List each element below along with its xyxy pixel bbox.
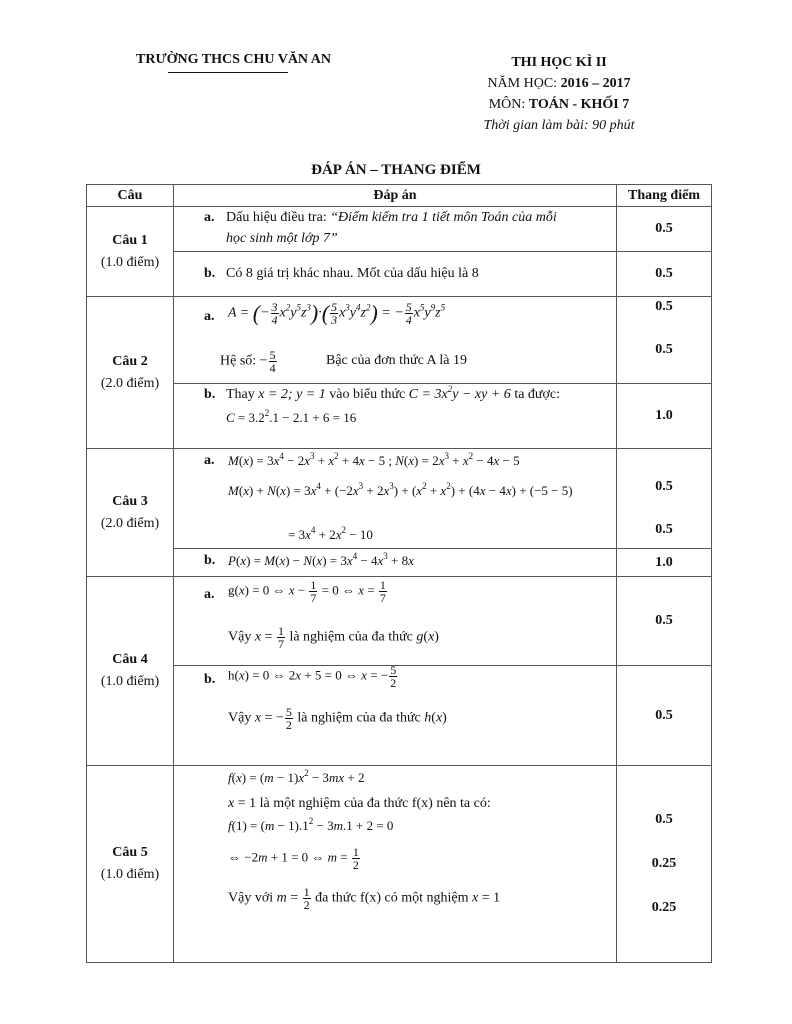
q2b-score: 1.0 [617, 384, 712, 449]
q4b-text: là nghiệm của đa thức [293, 710, 425, 726]
q2b-label: b. [204, 387, 216, 402]
q4a-conclusion: Vậy x = $\frac{1}{7}$ là nghiệm của đa thức g(x) [228, 624, 439, 651]
table-row [87, 207, 712, 252]
q3a-line2: $M(x) + N(x) = 3x^4 + (-2x^3 + 2x^3) + (x^2 + x^2) + (4x - 4x) + (-5 - 5)$ [228, 481, 573, 498]
exam-time [470, 115, 648, 136]
q4b-answer [174, 663, 617, 766]
table-row [87, 549, 712, 577]
question-5-name: Câu 5 [112, 845, 148, 860]
question-2-name: Câu 2 [112, 353, 148, 369]
q2a-score-2: 0.5 [655, 342, 673, 357]
subject-label: MÔN: [488, 97, 529, 112]
table-row [87, 766, 712, 963]
q1a-line2 [226, 231, 338, 247]
q3a-answer [174, 449, 617, 549]
q3a-score-1: 0.5 [655, 479, 673, 494]
q4a-score: 0.5 [617, 577, 712, 666]
q2a-scores [617, 297, 712, 384]
q4b-score: 0.5 [617, 666, 712, 766]
answer-title: ĐÁP ÁN – THANG ĐIỂM [311, 162, 481, 178]
q2a-degree: Bậc của đơn thức A là 19 [326, 353, 467, 368]
question-2-cell [87, 297, 174, 449]
question-5-points: (1.0 điểm) [100, 867, 160, 882]
q1a-score: 0.5 [617, 207, 712, 252]
school-name-text: TRƯỜNG THCS CHU VĂN AN [136, 52, 331, 67]
school-year [470, 73, 648, 94]
table-row [87, 449, 712, 549]
q2a-score-1: 0.5 [655, 299, 673, 314]
question-5-cell [87, 766, 174, 963]
q5-line5: Vậy với m = $\frac{1}{2}$ đa thức f(x) có một nghiệm x = 1 [228, 885, 501, 912]
answer-table [86, 184, 712, 963]
table-row [87, 252, 712, 297]
q5-answer [174, 766, 617, 963]
col-header-dap-an: Đáp án [174, 185, 617, 207]
q3a-scores [617, 449, 712, 549]
q2a-coefficient: Hệ số: − $\frac{5}{4}$ [220, 348, 276, 375]
q1b-score: 0.5 [617, 252, 712, 297]
q5-line1: $f(x) = (m - 1)x^2 - 3mx + 2$ [228, 768, 365, 785]
school-underline [168, 72, 288, 73]
q3b-score: 1.0 [617, 549, 712, 577]
table-row [87, 297, 712, 384]
q4b-formula: h(x) = 0 ⇔ 2x + 5 = 0 ⇔ x = − $\frac{5}{2}$ [228, 663, 397, 690]
q5-scores [617, 766, 712, 963]
question-1-name: Câu 1 [112, 232, 148, 248]
year-value: 2016 – 2017 [560, 76, 631, 91]
q4b-vay: Vậy [228, 710, 255, 726]
year-label: NĂM HỌC: [487, 76, 561, 91]
q3b-label: b. [204, 553, 216, 568]
question-1-cell [87, 207, 174, 297]
col-header-thang-diem: Thang điểm [617, 185, 712, 207]
q5-line2: x = 1 là một nghiệm của đa thức f(x) nên ta có: [228, 796, 491, 811]
q3a-label: a. [204, 453, 215, 468]
q4a-vay: Vậy [228, 629, 255, 645]
q1a-line1 [226, 210, 557, 226]
q4b-conclusion: Vậy x = − $\frac{5}{2}$ là nghiệm của đa thức h(x) [228, 705, 447, 732]
table-row [87, 384, 712, 449]
q1b-label: b. [204, 266, 216, 281]
q1a-label: a. [204, 210, 215, 225]
q1b-text: Có 8 giá trị khác nhau. Mốt của dấu hiệu là 8 [226, 266, 479, 281]
question-1-points: (1.0 điểm) [100, 254, 160, 270]
q3a-line1: $M(x) = 3x^4 - 2x^3 + x^2 + 4x - 5$ ; $N(x) = 2x^3 + x^2 - 4x - 5$ [228, 451, 520, 468]
question-4-name: Câu 4 [112, 652, 148, 667]
q3b-answer [174, 549, 617, 577]
question-3-points: (2.0 điểm) [100, 515, 160, 531]
q2b-text-1: Thay [226, 387, 259, 402]
question-2-points: (2.0 điểm) [100, 375, 160, 391]
q5-vay: Vậy với [228, 890, 277, 906]
table-row [87, 666, 712, 766]
q2b-line2: $C = 3.2^2.1 - 2.1 + 6 = 16$ [226, 408, 357, 425]
question-4-cell [87, 577, 174, 766]
q1a-answer [174, 207, 617, 252]
q4a-answer [174, 577, 617, 666]
q1a-quote-2: học sinh một lớp 7” [226, 231, 338, 246]
q3a-score-2: 0.5 [655, 522, 673, 537]
col-header-cau: Câu [87, 185, 174, 207]
q5-text-1: là một nghiệm của đa thức f(x) nên ta có: [256, 796, 491, 811]
q2a-label: a. [204, 309, 215, 324]
q5-text-2: đa thức f(x) có một nghiệm [311, 890, 473, 906]
question-3-cell [87, 449, 174, 577]
q5-score-2: 0.25 [651, 856, 677, 871]
q4a-formula: g(x) = 0 ⇔ x − $\frac{1}{7}$ = 0 ⇔ x = $\frac{1}{7}$ [228, 578, 386, 605]
q2a-answer [174, 297, 617, 384]
q5-score-1: 0.5 [655, 812, 673, 827]
exam-title: THI HỌC KÌ II [511, 55, 607, 70]
q4b-label: b. [204, 672, 216, 687]
exam-time-text: Thời gian làm bài: 90 phút [483, 118, 635, 133]
q2b-text-3: ta được: [510, 387, 561, 402]
q5-line3: $f(1) = (m - 1).1^2 - 3m.1 + 2 = 0$ [228, 816, 394, 833]
q1b-answer [174, 252, 617, 297]
q3b-formula: $P(x) = M(x) - N(x) = 3x^4 - 4x^3 + 8x$ [228, 551, 414, 568]
q2b-text-2: vào biểu thức [325, 387, 409, 402]
school-name [136, 52, 331, 68]
q1a-quote-1: “Điểm kiểm tra 1 tiết môn Toán của mỗi [330, 210, 557, 225]
table-header-row [87, 185, 712, 207]
exam-info [470, 52, 648, 136]
q2b-line1: Thay x = 2; y = 1 vào biểu thức $C = 3x^2y$ − xy + 6 ta được: [226, 384, 561, 402]
q2a-coef-label: Hệ số: [220, 353, 260, 369]
q1a-text: Dấu hiệu điều tra: [226, 210, 331, 225]
subject [470, 94, 648, 115]
q3a-line3: = $3x^4 + 2x^2 - 10$ [288, 525, 373, 542]
q2b-answer [174, 384, 617, 449]
question-4-points: (1.0 điểm) [100, 674, 160, 689]
q2a-formula: A = (− $\frac{3}{4}$ $x^2y^5z^3)\cdot$( $\frac{5}{3}$ $x^3y^4z^2$) = − $\frac{5}{4}$ $x^5y^9z^5$ [228, 300, 446, 327]
q4a-label: a. [204, 587, 215, 602]
table-row [87, 577, 712, 666]
subject-value: TOÁN - KHỐI 7 [528, 97, 630, 112]
q4a-text: là nghiệm của đa thức [285, 629, 417, 645]
question-3-name: Câu 3 [112, 493, 148, 509]
q5-score-3: 0.25 [651, 900, 677, 915]
q5-line4: ⇔ −2m + 1 = 0 ⇔ m = $\frac{1}{2}$ [228, 845, 359, 872]
